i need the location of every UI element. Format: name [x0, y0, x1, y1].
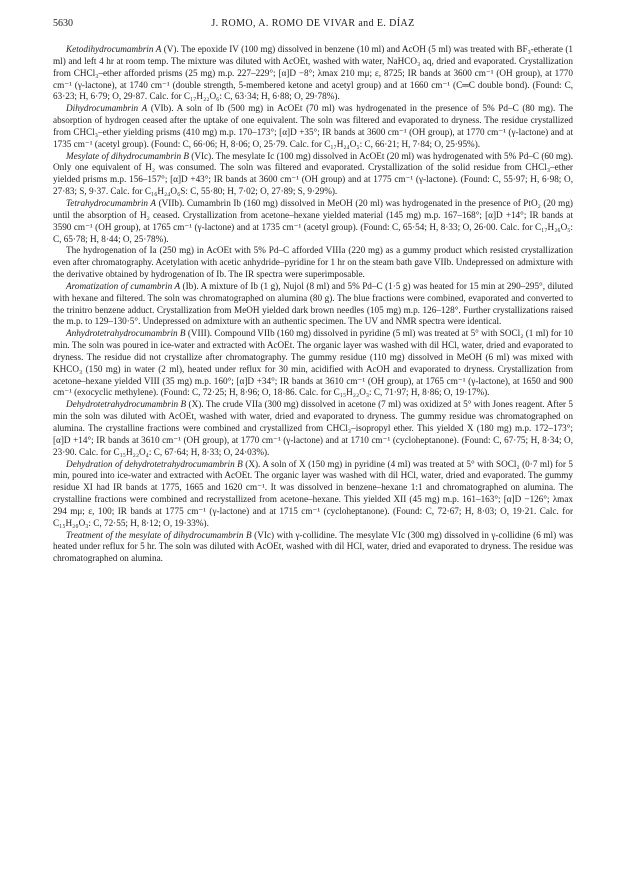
paragraph-text: (X). A soln of X (150 mg) in pyridine (4 ml) was treated at 5° with SOCl₂ (0·7 ml) for 5 min, poured into ice-water and extracted with AcOEt. The organic layer was washed with dil HCl, water, dried and evaporated. The gummy residue XI had IR bands at 1775, 1665 and 1620 cm⁻¹. It was dissolved in benzene–hexane 1:1 and chromatographed on alumina. The crystalline fractions were combined and recrystallized from acetone–hexane. This yielded XII (45 mg) m.p. 161–163°; [α]D −126°; λmax 294 mμ; ε, 100; IR bands at 1775 cm⁻¹ (γ-lactone) and at 1715 cm⁻¹ (cycloheptanone). (Found: C, 72·67; H, 8·03; O, 19·21. Calc. for C₁₅H₂₀O₃: C, 72·55; H, 8·12; O, 19·33%).: [53, 458, 573, 528]
page: [53, 18, 573, 565]
paragraph-dehydration: [53, 459, 573, 530]
paragraph-dehydrotetrahydrocumambrin-b: [53, 399, 573, 458]
paragraph-title: Aromatization of cumambrin A: [66, 280, 181, 291]
paragraph-text: (V). The epoxide IV (100 mg) dissolved in benzene (10 ml) and AcOH (5 ml) was treated with BF₃-etherate (1 ml) and left 4 hr at room temp. The mixture was diluted with AcOEt, washed with water, NaHCO₃ aq, dried and evaporated. Crystallization from CHCl₃–ether afforded prisms (25 mg) m.p. 227–229°; [α]D −8°; λmax 210 mμ; ε, 8725; IR bands at 3600 cm⁻¹ (OH group), at 1770 cm⁻¹ (γ-lactone), at 1740 cm⁻¹ (double strength, 5-membered ketone and acetyl group) and at 1660 cm⁻¹ (C═C double bond). (Found: C, 63·23; H, 6·79; O, 29·87. Calc. for C₁₇H₂₂O₆: C, 63·34; H, 6·88; O, 29·78%).: [53, 44, 573, 102]
author-line: J. ROMO, A. ROMO DE VIVAR and E. DÍAZ: [211, 18, 415, 29]
paragraph-text: (VIc) with γ-collidine. The mesylate VIc (300 mg) dissolved in γ-collidine (6 ml) was heated under reflux for 5 hr. The soln was diluted with AcOEt, washed with dil HCl, water, dried and evaporated to dryness. The residue was chromatographed on alumina.: [53, 529, 573, 564]
paragraph-aromatization: [53, 281, 573, 328]
paragraph-title: Dehydrotetrahydrocumambrin B: [66, 399, 187, 410]
paragraph-title: Dihydrocumambrin A: [66, 103, 148, 114]
paragraph-title: Anhydrotetrahydrocumambrin B: [66, 328, 186, 339]
paragraph-ketodihydrocumambrin-a: [53, 44, 573, 103]
paragraph-text: (VIc). The mesylate Ic (100 mg) dissolved in AcOEt (20 ml) was hydrogenated with 5% Pd–C (60 mg). Only one equivalent of H₂ was consumed. The soln was filtered and evaporated. Crystallization of the solid residue from CHCl₃–ether yielded prisms m.p. 156–157°; [α]D +43°; IR bands at 3600 cm⁻¹ (OH group) and at 1775 cm⁻¹ (γ-lactone). (Found: C, 55·97; H, 6·98; O, 27·83; S, 9·37. Calc. for C₁₆H₂₄O₆S: C, 55·80; H, 7·02; O, 27·89; S, 9·29%).: [53, 150, 573, 197]
paragraph-text: (Ib). A mixture of Ib (1 g), Nujol (8 ml) and 5% Pd–C (1·5 g) was heated for 15 min at 290–295°, diluted with hexane and filtered. The soln was chromatographed on alumina (80 g). The blue fractions were combined, evaporated and converted to the trinitro benzene adduct. Crystallization from MeOH yielded dark brown needles (105 mg) m.p. 126–128°. Further crystallizations raised the m.p. to 129–130·5°. Undepressed on admixture with an authentic specimen. The UV and NMR spectra were identical.: [53, 280, 573, 327]
paragraph-title: Dehydration of dehydrotetrahydrocumambrin B: [66, 458, 243, 469]
paragraph-collidine-treatment: [53, 530, 573, 566]
running-header: [53, 18, 573, 32]
paragraph-title: Treatment of the mesylate of dihydrocumambrin B: [66, 529, 252, 540]
paragraph-hydrogenation-ia: [53, 245, 573, 281]
paragraph-title: Ketodihydrocumambrin A: [66, 44, 162, 54]
page-number: 5630: [53, 18, 73, 29]
paragraph-text: (VIb). A soln of Ib (500 mg) in AcOEt (70 ml) was hydrogenated in the presence of 5% Pd–C (80 mg). The absorption of hydrogen ceased after the uptake of one equivalent. The soln was filtered and evaporated to dryness. The residue crystallized from CHCl₃–ether yielding prisms (410 mg) m.p. 170–173°; [α]D +35°; IR bands at 3600 cm⁻¹ (OH group), at 1770 cm⁻¹ (γ-lactone) and at 1735 cm⁻¹ (acetyl group). (Found: C, 66·06; H, 8·06; O, 25·79. Calc. for C₁₇H₂₄O₅: C, 66·21; H, 7·84; O, 25·95%).: [53, 103, 574, 149]
paragraph-tetrahydrocumambrin-a: [53, 198, 573, 245]
paragraph-anhydrotetrahydrocumambrin-b: [53, 328, 573, 399]
paragraph-title: Mesylate of dihydrocumambrin B: [66, 150, 189, 161]
article-body: [53, 44, 573, 565]
paragraph-text: (VIIb). Cumambrin Ib (160 mg) dissolved in MeOH (20 ml) was hydrogenated in the presence of PtO₂ (20 mg) until the absorption of H₂ ceased. Crystallization from acetone–hexane yielded material (145 mg) m.p. 167–168°; [α]D +14°; IR bands at 3590 cm⁻¹ (OH group), at 1765 cm⁻¹ (γ-lactone) and at 1735 cm⁻¹ (acetyl group). (Found: C, 65·54; H, 8·33; O, 26·00. Calc. for C₁₇H₂₆O₅: C, 65·78; H, 8·44; O, 25·78%).: [53, 197, 573, 244]
paragraph-text: The hydrogenation of Ia (250 mg) in AcOEt with 5% Pd–C afforded VIIIa (220 mg) as a gummy product which resisted crystallization even after chromatography. Acetylation with acetic anhydride–pyridine for 1 hr on the steam bath gave VIIb. Undepressed on admixture with the derivative obtained by hydrogenation of Ib. The IR spectra were superimposable.: [53, 245, 573, 280]
paragraph-mesylate-dihydrocumambrin-b: [53, 151, 573, 198]
paragraph-title: Tetrahydrocumambrin A: [66, 197, 157, 208]
paragraph-text: (X). The crude VIIa (300 mg) dissolved in acetone (7 ml) was oxidized at 5° with Jones reagent. After 5 min the soln was diluted with AcOEt, washed with water, dried and evaporated to dryness. The gummy residue was chromatographed on alumina. The crystalline fractions were combined and crystallized from CHCl₃–isopropyl ether. This yielded X (180 mg) m.p. 172–173°; [α]D +14°; IR bands at 3610 cm⁻¹ (OH group), at 1770 cm⁻¹ (γ-lactone) and at 1710 cm⁻¹ (cycloheptanone). (Found: C, 67·75; H, 8·34; O, 23·90. Calc. for C₁₅H₂₂O₄: C, 67·64; H, 8·33; O, 24·03%).: [53, 399, 573, 457]
paragraph-dihydrocumambrin-a: [53, 103, 573, 150]
paragraph-text: (VIII). Compound VIIb (160 mg) dissolved in pyridine (5 ml) was treated at 5° with SOCl₂ (1 ml) for 10 min. The soln was poured in ice-water and extracted with AcOEt. The organic layer was washed with dil HCl, water, dried and evaporated to dryness. The residue did not crystallize after chromatography. The gummy residue (110 mg) dissolved in MeOH (6 ml) was mixed with KHCO₃ (150 mg) in water (2 ml), heated under reflux for 30 min, acidified with AcOH and evaporated to dryness. Crystallization from acetone–hexane yielded VIII (35 mg) m.p. 160°; [α]D +34°; IR bands at 3610 cm⁻¹ (OH group), at 1765 cm⁻¹ (γ-lactone), at 1650 and 900 cm⁻¹ (exocyclic methylene). (Found: C, 72·25; H, 8·96; O, 18·86. Calc. for C₁₅H₂₂O₃: C, 71·97; H, 8·86; O, 19·17%).: [53, 328, 573, 398]
